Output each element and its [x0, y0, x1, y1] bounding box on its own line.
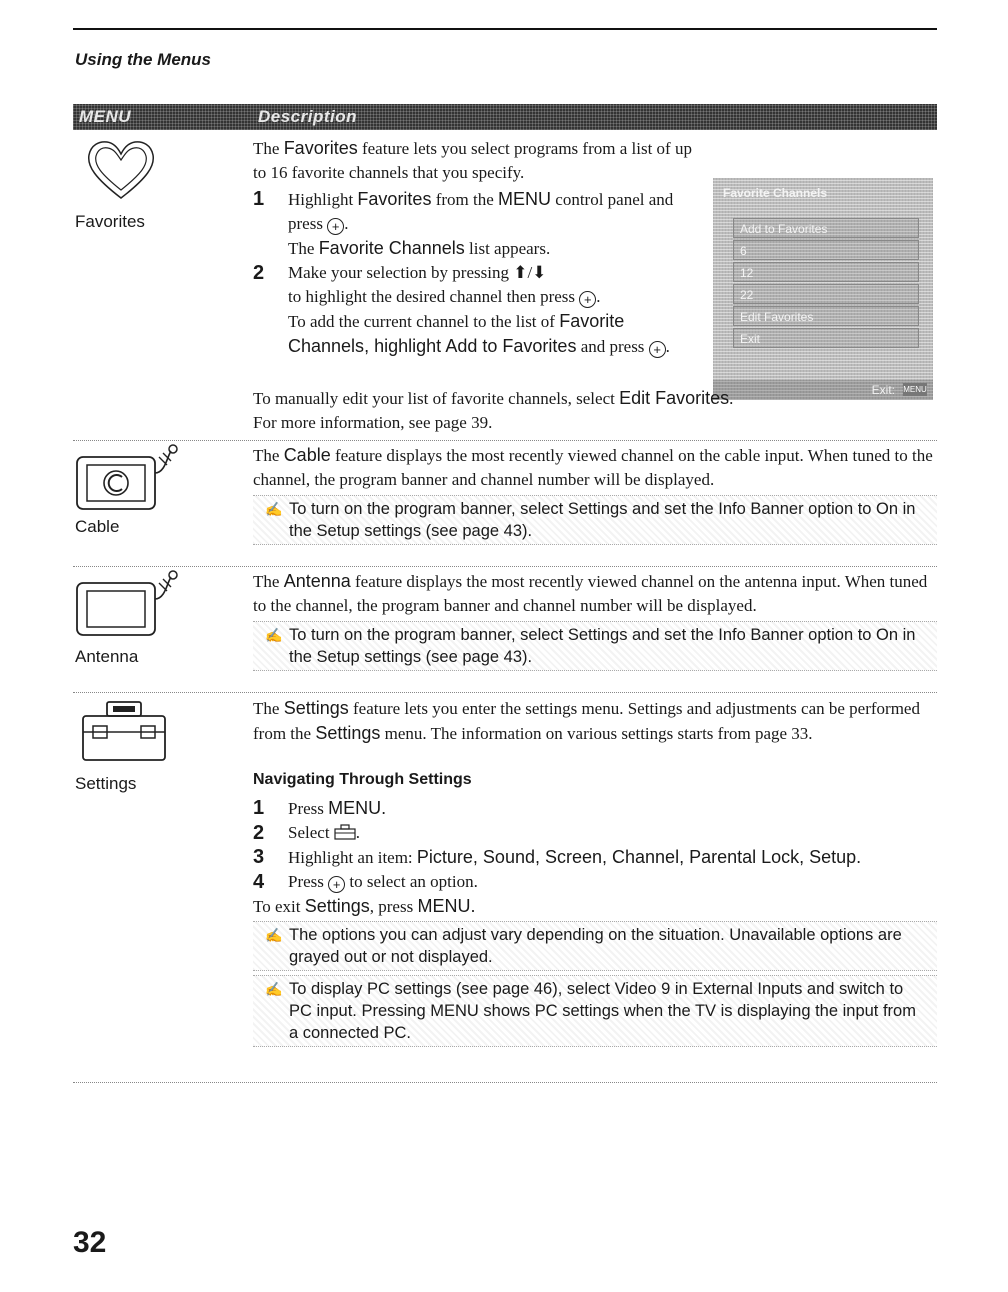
toolbox-icon — [79, 698, 169, 766]
osd-exit-bar: Exit: MENU — [713, 380, 933, 400]
note-pencil-icon: ✍ — [265, 981, 283, 997]
antenna-note: ✍ To turn on the program banner, select Settings and set the Info Banner option to On in the Setup settings (see page 43). — [253, 621, 937, 671]
note-pencil-icon: ✍ — [265, 627, 283, 643]
settings-note-options: ✍ The options you can adjust vary depending on the situation. Unavailable options are grayed out or not displayed. — [253, 921, 937, 971]
favorites-description: The Favorites feature lets you select programs from a list of up to 16 favorite channels that you specify. 1 Highlight Favorites from the MENU control panel and press + . The Favorite Channels list appears. 2 Make your selection by pressing ⬆/⬇ to highlight the desired channel then press + . To add the current channel to the list of Favorite Channels, highlight Add to Favorites and press + . — [253, 138, 692, 357]
note-pencil-icon: ✍ — [265, 501, 283, 517]
row-separator — [73, 440, 937, 441]
up-down-arrow-icon: ⬆/⬇ — [513, 263, 547, 282]
osd-item: Exit — [733, 328, 919, 348]
header-menu: MENU — [79, 107, 132, 126]
header-description: Description — [258, 107, 358, 126]
cable-label: Cable — [75, 517, 120, 536]
antenna-label: Antenna — [75, 647, 139, 666]
table-header — [73, 104, 937, 130]
osd-item: Edit Favorites — [733, 306, 919, 326]
osd-item: 12 — [733, 262, 919, 282]
antenna-row: Antenna The Antenna feature displays the most recently viewed channel on the antenna input. When tuned to the channel, the program banner and channel number will be displayed. ✍ To turn on the program banner, select Settings and set the Info Banner option to On in the Setup settings (see page 43). — [73, 569, 937, 691]
favorites-row: Favorites The Favorites feature lets you select programs from a list of up to 16 favorite channels that you specify. 1 Highlight Favorites from the MENU control panel and press + . The Favorite Channels list appears. 2 Make your selection by pressing ⬆/⬇ to highlight the desired channel then press + . To add the current channel to the list of Favorite Channels, highlight Add to Favorites and press + . Favorite Channels Add to Favorites 6 12 22 Edit Favorites Exit Exit: MENU To manually edit your list of favorite channels, select Edit Favorites. For more information, see page 39. — [73, 136, 937, 436]
favorite-channels-osd — [713, 178, 933, 400]
navigating-heading: Navigating Through Settings — [253, 771, 472, 788]
list-item: 4 Press + to select an option. — [253, 871, 478, 893]
settings-row: Settings The Settings feature lets you enter the settings menu. Settings and adjustments can be performed from the Settings menu. The information on various settings starts from page 33. Navigating Through Settings 1 Press MENU. 2 Select . 3 Highlight an item: Picture, Sound, Screen, Channel, Parental Lock, Setup. 4 Press + to select an option. To exit Settings, press MENU. ✍ The options you can adjust vary depending on the situation. Unavailable options are grayed out or not displayed. ✍ To display PC settings (see page 46), select Video 9 in External Inputs and switch to PC input. Pressing MENU shows PC settings when the TV is displaying the input from a connected PC. — [73, 696, 937, 1086]
select-button-icon: + — [649, 341, 666, 358]
list-item: 1 Press MENU. — [253, 797, 387, 819]
cable-row: Cable The Cable feature displays the most recently viewed channel on the cable input. When tuned to the channel, the program banner and channel number will be displayed. ✍ To turn on the program banner, select Settings and set the Info Banner option to On in the Setup settings (see page 43). — [73, 443, 937, 565]
select-button-icon: + — [579, 291, 596, 308]
antenna-icon — [75, 569, 185, 641]
row-separator — [73, 566, 937, 567]
section-title: Using the Menus — [75, 50, 212, 69]
cable-note: ✍ To turn on the program banner, select Settings and set the Info Banner option to On in the Setup settings (see page 43). — [253, 495, 937, 545]
settings-note-pc: ✍ To display PC settings (see page 46), select Video 9 in External Inputs and switch to PC input. Pressing MENU shows PC settings when the TV is displaying the input from a connected PC. — [253, 975, 937, 1047]
list-item: 3 Highlight an item: Picture, Sound, Screen, Channel, Parental Lock, Setup. — [253, 846, 862, 868]
note-pencil-icon: ✍ — [265, 927, 283, 943]
menu-key-icon: MENU — [903, 385, 927, 394]
select-button-icon: + — [327, 218, 344, 235]
favorites-label: Favorites — [75, 212, 145, 231]
settings-label: Settings — [75, 774, 137, 793]
row-separator — [73, 1082, 937, 1083]
osd-title: Favorite Channels — [723, 186, 828, 200]
select-button-icon: + — [328, 876, 345, 893]
row-separator — [73, 692, 937, 693]
list-item: 2 Select . — [253, 822, 361, 844]
cable-icon — [75, 443, 185, 515]
osd-item: 22 — [733, 284, 919, 304]
toolbox-icon — [334, 824, 356, 840]
osd-item: 6 — [733, 240, 919, 260]
osd-item: Add to Favorites — [733, 218, 919, 238]
heart-icon — [85, 140, 157, 202]
top-rule — [73, 28, 937, 30]
page-number: 32 — [73, 1226, 107, 1259]
